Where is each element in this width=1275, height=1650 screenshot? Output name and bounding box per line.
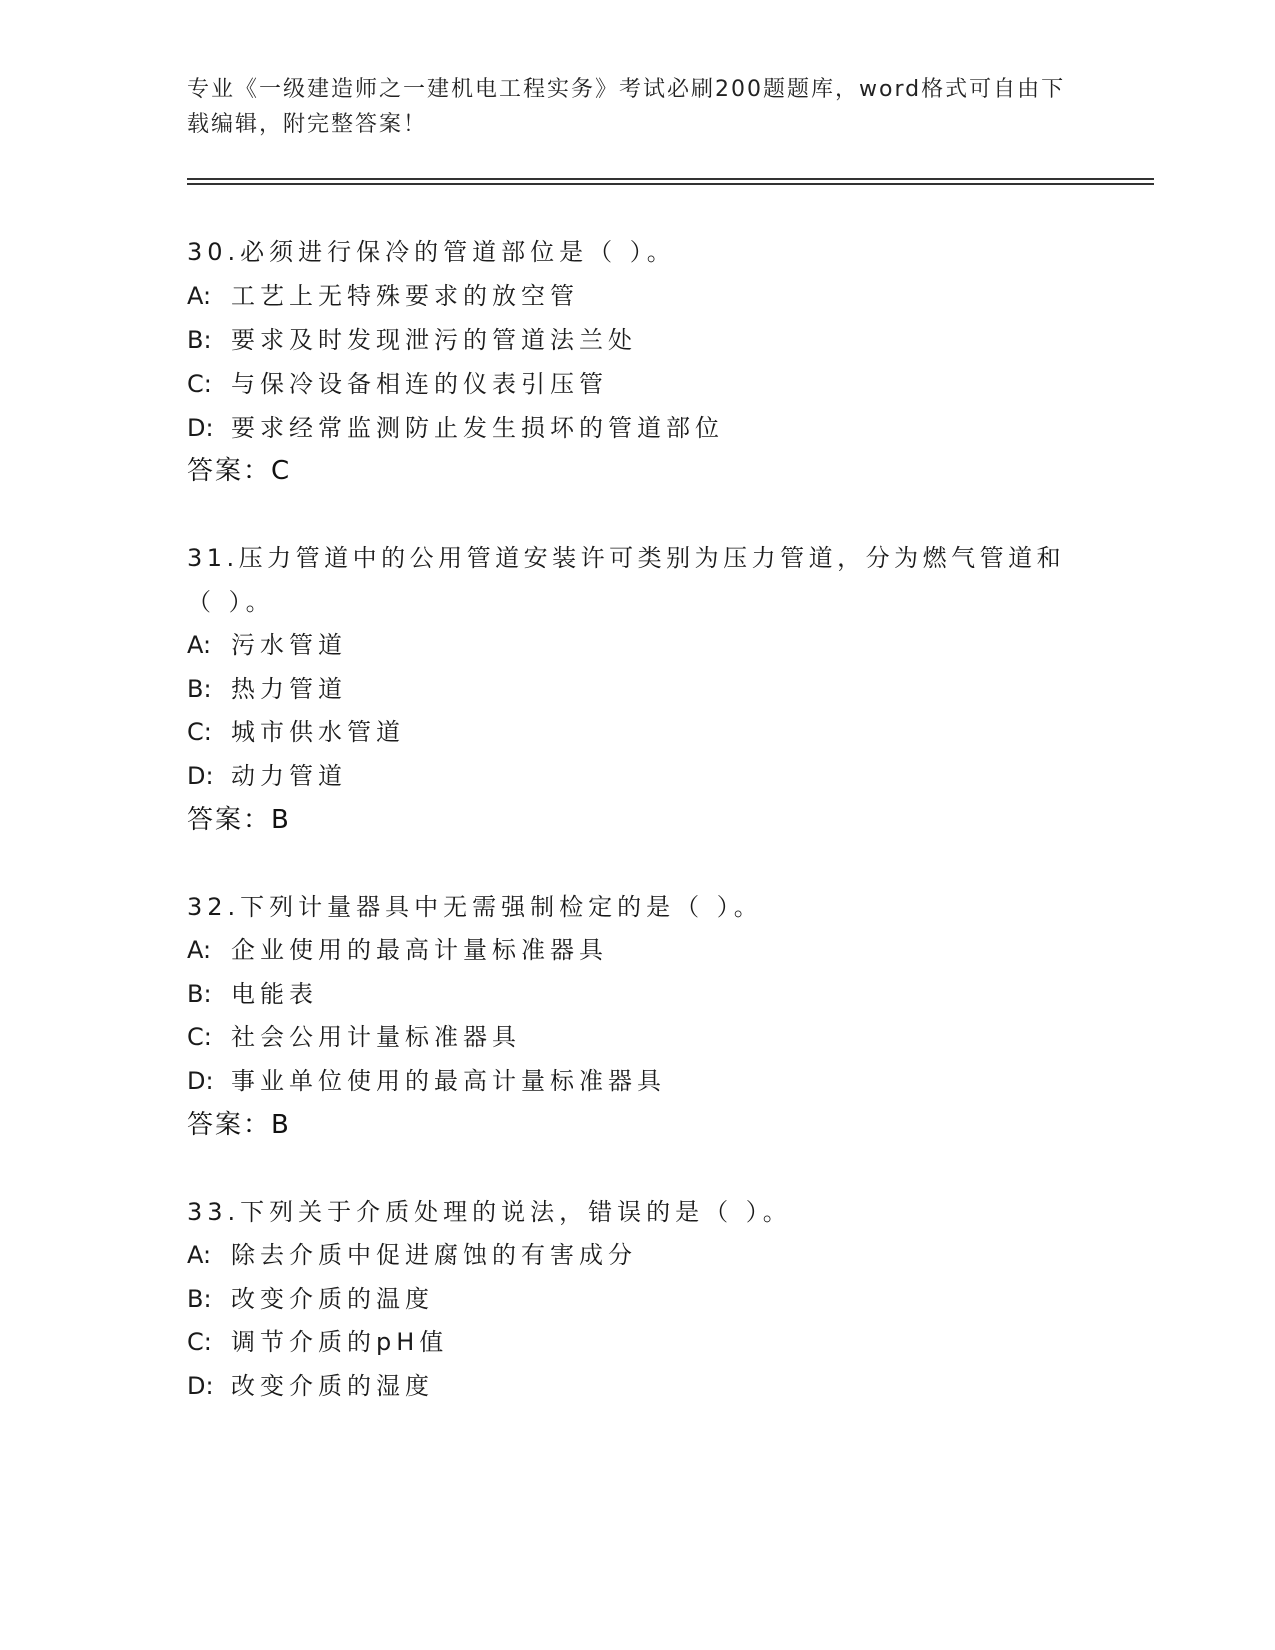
question-31-answer: 答案：B — [187, 805, 291, 835]
header-divider-top — [187, 178, 1154, 180]
option-letter: D: — [187, 1067, 214, 1095]
question-30-option-c — [187, 369, 608, 399]
question-32-option-a — [187, 935, 608, 965]
question-30-stem: 30.必须进行保冷的管道部位是（ ）。 — [187, 238, 676, 266]
option-text: 要求经常监测防止发生损坏的管道部位 — [231, 414, 724, 442]
option-text: 改变介质的湿度 — [231, 1372, 434, 1400]
question-33-stem: 33.下列关于介质处理的说法，错误的是（ ）。 — [187, 1198, 792, 1226]
question-30-answer: 答案：C — [187, 456, 292, 486]
option-text: 动力管道 — [231, 762, 347, 790]
option-letter: C: — [187, 718, 212, 746]
option-text: 与保冷设备相连的仪表引压管 — [231, 370, 608, 398]
option-text: 社会公用计量标准器具 — [231, 1023, 521, 1051]
question-33-option-b — [187, 1284, 434, 1314]
option-letter: D: — [187, 1372, 214, 1400]
question-33-option-a — [187, 1240, 637, 1270]
option-letter: C: — [187, 1328, 212, 1356]
option-text: 污水管道 — [231, 631, 347, 659]
question-33-option-d — [187, 1371, 434, 1401]
question-31-stem-line2: （ ）。 — [187, 588, 275, 616]
option-letter: B: — [187, 675, 212, 703]
question-30-option-a — [187, 281, 579, 311]
option-text: 电能表 — [231, 980, 318, 1008]
question-32-option-c — [187, 1022, 521, 1052]
question-31-option-b — [187, 674, 347, 704]
question-32-stem: 32.下列计量器具中无需强制检定的是（ ）。 — [187, 893, 763, 921]
option-text: 城市供水管道 — [231, 718, 405, 746]
option-letter: B: — [187, 326, 212, 354]
option-letter: D: — [187, 762, 214, 790]
option-text: 企业使用的最高计量标准器具 — [231, 936, 608, 964]
option-text: 调节介质的pH值 — [231, 1328, 449, 1356]
question-32-option-b — [187, 979, 318, 1009]
option-text: 工艺上无特殊要求的放空管 — [231, 282, 579, 310]
question-31-option-a — [187, 630, 347, 660]
question-30-option-b — [187, 325, 637, 355]
option-text: 热力管道 — [231, 675, 347, 703]
question-33-option-c — [187, 1327, 448, 1357]
option-text: 事业单位使用的最高计量标准器具 — [231, 1067, 666, 1095]
option-letter: A: — [187, 631, 212, 659]
question-31-option-c — [187, 717, 405, 747]
question-32-answer: 答案：B — [187, 1110, 291, 1140]
option-letter: C: — [187, 370, 212, 398]
option-text: 改变介质的温度 — [231, 1285, 434, 1313]
header-divider-bottom — [187, 183, 1154, 185]
document-header: 专业《一级建造师之一建机电工程实务》考试必刷200题题库，word格式可自由下载编辑，附完整答案！ — [187, 77, 1066, 137]
option-letter: A: — [187, 282, 212, 310]
question-32-option-d — [187, 1066, 666, 1096]
question-30-option-d — [187, 413, 724, 443]
option-letter: D: — [187, 414, 214, 442]
option-text: 除去介质中促进腐蚀的有害成分 — [231, 1241, 637, 1269]
option-text: 要求及时发现泄污的管道法兰处 — [231, 326, 637, 354]
option-letter: B: — [187, 1285, 212, 1313]
question-31-option-d — [187, 761, 347, 791]
option-letter: C: — [187, 1023, 212, 1051]
option-letter: A: — [187, 1241, 212, 1269]
option-letter: A: — [187, 936, 212, 964]
question-31-stem-line1: 31.压力管道中的公用管道安装许可类别为压力管道，分为燃气管道和 — [187, 544, 1066, 572]
option-letter: B: — [187, 980, 212, 1008]
